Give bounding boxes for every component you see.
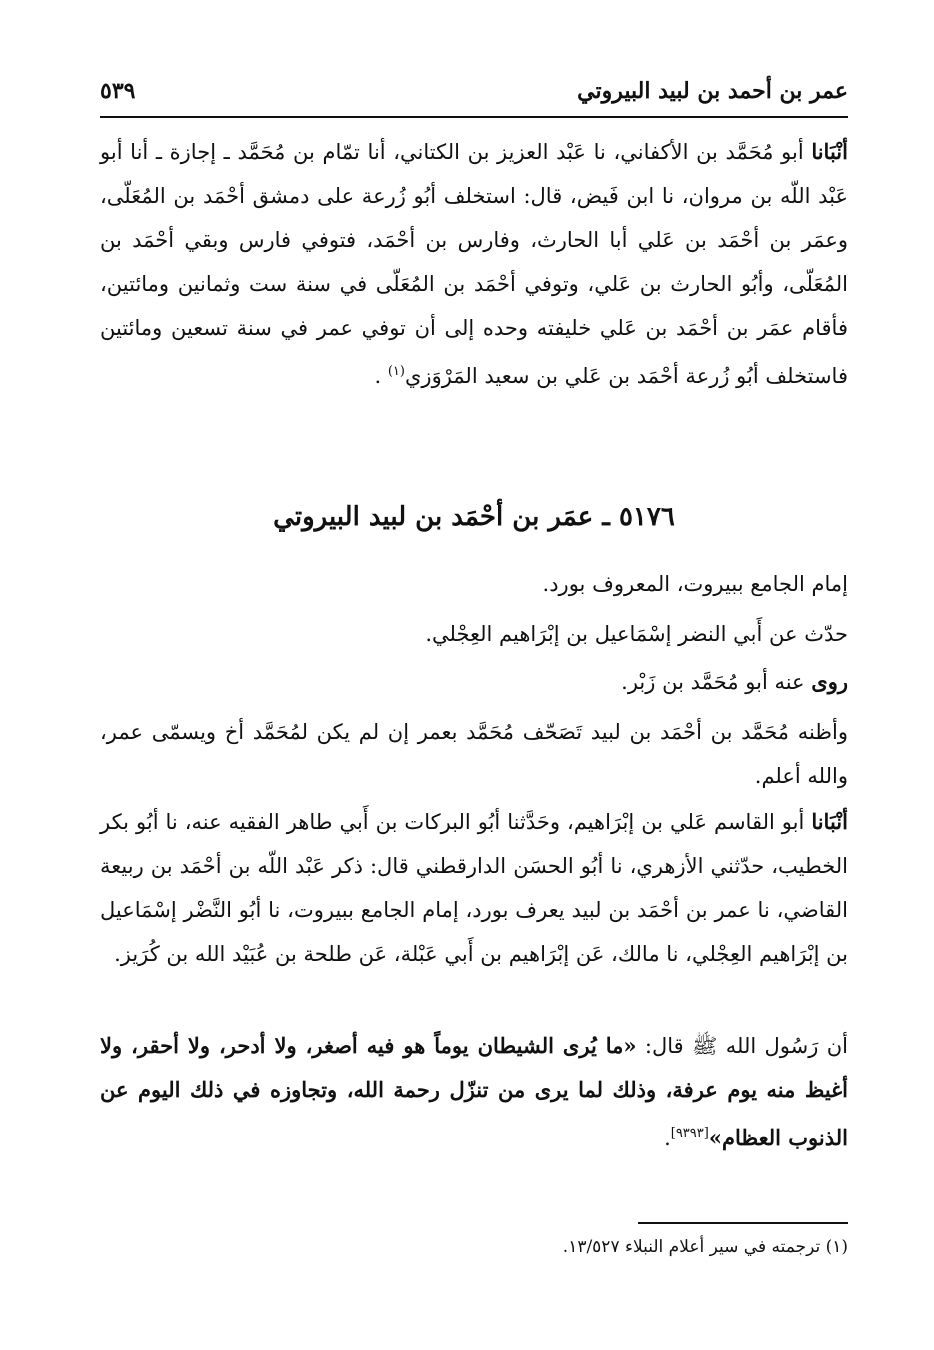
hadith-ref: [٩٣٩٣] (670, 1126, 709, 1141)
entry-line-3-text: عنه أبو مُحَمَّد بن زَبْر. (621, 670, 805, 694)
entry-line-4: وأظنه مُحَمَّد بن أحْمَد بن لبيد تَصَحّف مُحَمَّد بعمر إن لم يكن لمُحَمَّد أخ ويسمّى عمر، والله أعلم. (100, 720, 848, 788)
page-header (100, 72, 848, 118)
running-title: عمر بن أحمد بن لبيد البيروتي (577, 78, 848, 104)
paragraph-text: أبو مُحَمَّد بن الأكفاني، نا عَبْد العزيز بن الكتاني، أنا تمّام بن مُحَمَّد ـ إجازة ـ أنا أبو عَبْد اللّه بن مروان، نا ابن فَيض، قال: استخلف أبُو زُرعة على دمشق أحْمَد بن المُعَلّى، وعمَر بن أحْمَد بن عَلي أبا الحارث، وفارس بن أحْمَد، فتوفي فارس وبقي أحْمَد بن المُعَلّى، وأبُو الحارث بن عَلي، وتوفي أحْمَد بن المُعَلّى في سنة ست وثمانين ومائتين، فأقام عمَر بن أحْمَد بن عَلي خليفته وحده إلى أن توفي عمر في سنة تسعين ومائتين فاستخلف أبُو زُرعة أحْمَد بن عَلي بن سعيد المَرْوَزي (100, 140, 848, 388)
hadith-intro: أن رَسُول الله ﷺ قال: (644, 1034, 848, 1058)
isnad-lead: أنْبَانا (811, 809, 848, 834)
paragraph-end: . (374, 364, 382, 388)
footnote-ref: (١) (387, 364, 405, 379)
entry-line-2: حدّث عن أَبي النضر إسْمَاعيل بن إبْرَاهيم العِجْلي. (425, 622, 848, 646)
footnote-separator (638, 1222, 848, 1224)
entry-line-3 (100, 660, 848, 704)
page-number: ٥٣٩ (100, 78, 136, 104)
book-page (100, 60, 848, 1320)
hadith-end: . (664, 1126, 671, 1150)
hadith-text: «ما يُرى الشيطان يوماً هو فيه أصغر، ولا أدحر، ولا أحقر، ولا أغيظ منه يوم عرفة، وذلك لما يرى من تنزّل رحمة الله، وتجاوزه في ذلك اليوم عن الذنوب العظام» (100, 1033, 848, 1150)
isnad-paragraph (100, 800, 848, 976)
footnote: (١) ترجمته في سير أعلام النبلاء ١٣/٥٢٧. (562, 1237, 848, 1257)
paragraph-lead: أنْبَانا (811, 139, 848, 164)
hadith-paragraph (100, 1024, 848, 1160)
entry-line-3-lead: روى (811, 669, 848, 694)
isnad-text: أبو القاسم عَلي بن إبْرَاهيم، وحَدَّثنا أبُو البركات بن أَبي طاهر الفقيه عنه، نا أبُو بكر الخطيب، حدّثني الأزهري، نا أبُو الحسَن الدارقطني قال: ذكر عَبْد اللّه بن أحْمَد بن ربيعة القاضي، نا عمر بن أحْمَد بن لبيد يعرف بورد، إمام الجامع ببيروت، نا أبُو النَّضْر إسْمَاعيل بن إبْرَاهيم العِجْلي، نا مالك، عَن إبْرَاهيم بن أَبي عَبْلة، عَن طلحة بن عُبَيْد الله بن كُرَيز. (100, 810, 848, 966)
top-paragraph (100, 130, 848, 398)
entry-line-1: إمام الجامع ببيروت، المعروف بورد. (542, 572, 848, 596)
entry-title: ٥١٧٦ ـ عمَر بن أحْمَد بن لبيد البيروتي (273, 502, 675, 532)
